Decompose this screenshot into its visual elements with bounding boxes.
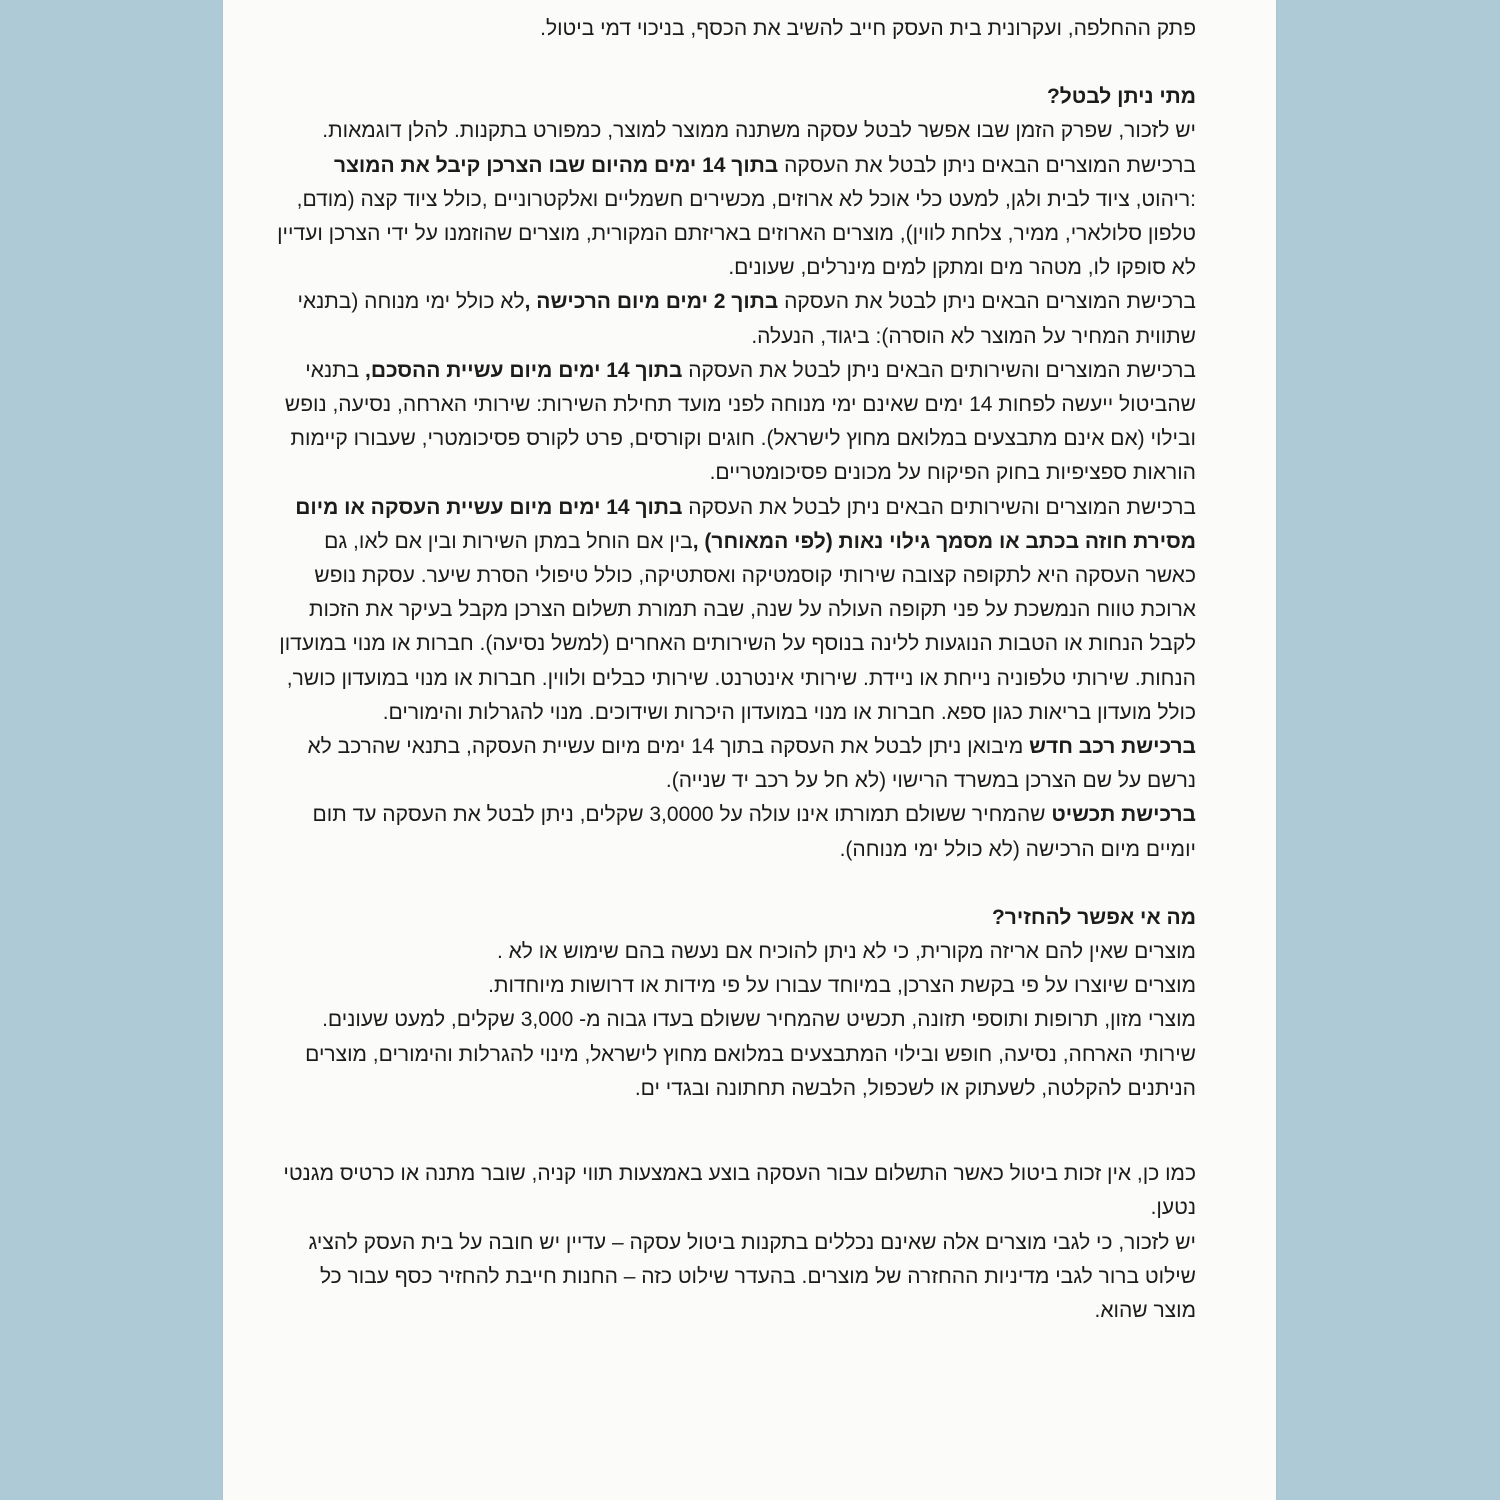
emphasis-14-days-from-agreement: בתוך 14 ימים מיום עשיית ההסכם,: [359, 358, 683, 382]
paragraph-2-days-from-purchase: ברכישת המוצרים הבאים ניתן לבטל את העסקה בתוך 2 ימים מיום הרכישה ,לא כולל ימי מנוחה (בתנאי שתווית המחיר על המוצר לא הוסרה): ביגוד, הנעלה.: [297, 290, 1196, 348]
document-page: [223, 0, 1276, 1500]
paragraph-jewelry: ברכישת תכשיט שהמחיר ששולם תמורתו אינו עולה על 3,0000 שקלים, ניתן לבטל את העסקה עד תום יומיים מיום הרכישה (לא כולל ימי מנוחה).: [312, 803, 1196, 861]
heading-no-return: מה אי אפשר להחזיר?: [991, 905, 1196, 929]
paragraph-14-days-from-agreement: ברכישת המוצרים והשירותים הבאים ניתן לבטל את העסקה בתוך 14 ימים מיום עשיית ההסכם, בתנאי שהביטול ייעשה לפחות 14 ימים שאינם ימי מנוחה לפני מועד תחילת השירות: שירותי הארחה, נסיעה, נופש ובילוי (אם אינם מתבצעים במלואם מחוץ לישראל). חוגים וקורסים, פרט לקורס פסיכומטרי, שעבורו קיימות הוראות ספציפיות בחוק הפיקוח על מכונים פסיכומטריים.: [284, 358, 1196, 485]
no-return-item-food: מוצרי מזון, תרופות ותוספי תזונה, תכשיט שהמחיר ששולם בעדו גבוה מ- 3,000 שקלים, למעט שעונים. שירותי הארחה, נסיעה, חופש ובילוי המתבצעים במלואם מחוץ לישראל, מינוי להגרלות והימורים, מוצרים הניתנים להקלטה, לשעתוק או לשכפול, הלבשה תחתונה ובגדי ים.: [305, 1008, 1196, 1100]
paragraph-cancel-period-intro: יש לזכור, שפרק הזמן שבו אפשר לבטל עסקה משתנה ממוצר למוצר, כמפורט בתקנות. להלן דוגמאות.: [322, 119, 1196, 143]
heading-when-cancel: מתי ניתן לבטל?: [1046, 85, 1196, 109]
paragraph-new-car: ברכישת רכב חדש מיבואן ניתן לבטל את העסקה בתוך 14 ימים מיום עשיית העסקה, בתנאי שהרכב לא נרשם על שם הצרכן במשרד הרישוי (לא חל על רכב יד שנייה).: [307, 735, 1196, 793]
emphasis-new-car: ברכישת רכב חדש: [1029, 735, 1196, 759]
paragraph-vouchers: כמו כן, אין זכות ביטול כאשר התשלום עבור העסקה בוצע באמצעות תווי קניה, שובר מתנה או כרטיס מגנטי נטען.: [283, 1162, 1196, 1220]
no-return-item-packaging: מוצרים שאין להם אריזה מקורית, כי לא ניתן להוכיח אם נעשה בהם שימוש או לא .: [496, 940, 1196, 964]
document-body: [276, 12, 1196, 1328]
paragraph-14-days-services: ברכישת המוצרים והשירותים הבאים ניתן לבטל את העסקה בתוך 14 ימים מיום עשיית העסקה או מיום מסירת חוזה בכתב או מסמך גילוי נאות (לפי המאוחר) ,בין אם הוחל במתן השירות ובין אם לאו, גם כאשר העסקה היא לתקופה קצובה שירותי קוסמטיקה ואסתטיקה, כולל טיפולי הסרת שיער. עסקת נופש ארוכת טווח הנמשכת על פני תקופה העולה על שנה, שבה תמורת תשלום הצרכן מקבל בעיקר את הזכות לקבל הנחות או הטבות הנוגעות ללינה בנוסף על השירותים האחרים (למשל נסיעה). חברות או מנוי במועדון הנחות. שירותי טלפוניה נייחת או ניידת. שירותי אינטרנט. שירותי כבלים ולווין. חברות או מנוי במועדון כושר, כולל מועדון בריאות כגון ספא. חברות או מנוי במועדון היכרות ושידוכים. מנוי להגרלות והימורים.: [279, 495, 1196, 724]
paragraph-signage-obligation: יש לזכור, כי לגבי מוצרים אלה שאינם נכללים בתקנות ביטול עסקה – עדיין יש חובה על בית העסק להציג שילוט ברור לגבי מדיניות ההחזרה של מוצרים. בהעדר שילוט כזה – החנות חייבת להחזיר כסף עבור כל מוצר שהוא.: [308, 1230, 1196, 1322]
emphasis-2-days: בתוך 2 ימים מיום הרכישה ,: [524, 290, 779, 314]
paragraph-14-days-from-receipt: ברכישת המוצרים הבאים ניתן לבטל את העסקה בתוך 14 ימים מהיום שבו הצרכן קיבל את המוצר :ריהוט, ציוד לבית ולגן, למעט כלי אוכל לא ארוזים, מכשירים חשמליים ואלקטרוניים ,כולל ציוד קצה (מודם, טלפון סלולארי, ממיר, צלחת לווין), מוצרים הארוזים באריזתם המקורית, מוצרים שהוזמנו על ידי הצרכן ועדיין לא סופקו לו, מטהר מים ומתקן למים מינרלים, שעונים.: [277, 153, 1196, 280]
intro-paragraph-tail: פתק ההחלפה, ועקרונית בית העסק חייב להשיב את הכסף, בניכוי דמי ביטול.: [540, 17, 1196, 40]
emphasis-14-days-contract: בתוך 14 ימים מיום עשיית העסקה או מיום מסירת חוזה בכתב או מסמך גילוי נאות (לפי המאוחר) ,: [295, 495, 1196, 553]
emphasis-jewelry: ברכישת תכשיט: [1051, 803, 1196, 827]
no-return-item-custom: מוצרים שיוצרו על פי בקשת הצרכן, במיוחד עבורו על פי מידות או דרושות מיוחדות.: [488, 974, 1196, 998]
emphasis-14-days-from-receipt: בתוך 14 ימים מהיום שבו הצרכן קיבל את המוצר: [333, 153, 779, 177]
